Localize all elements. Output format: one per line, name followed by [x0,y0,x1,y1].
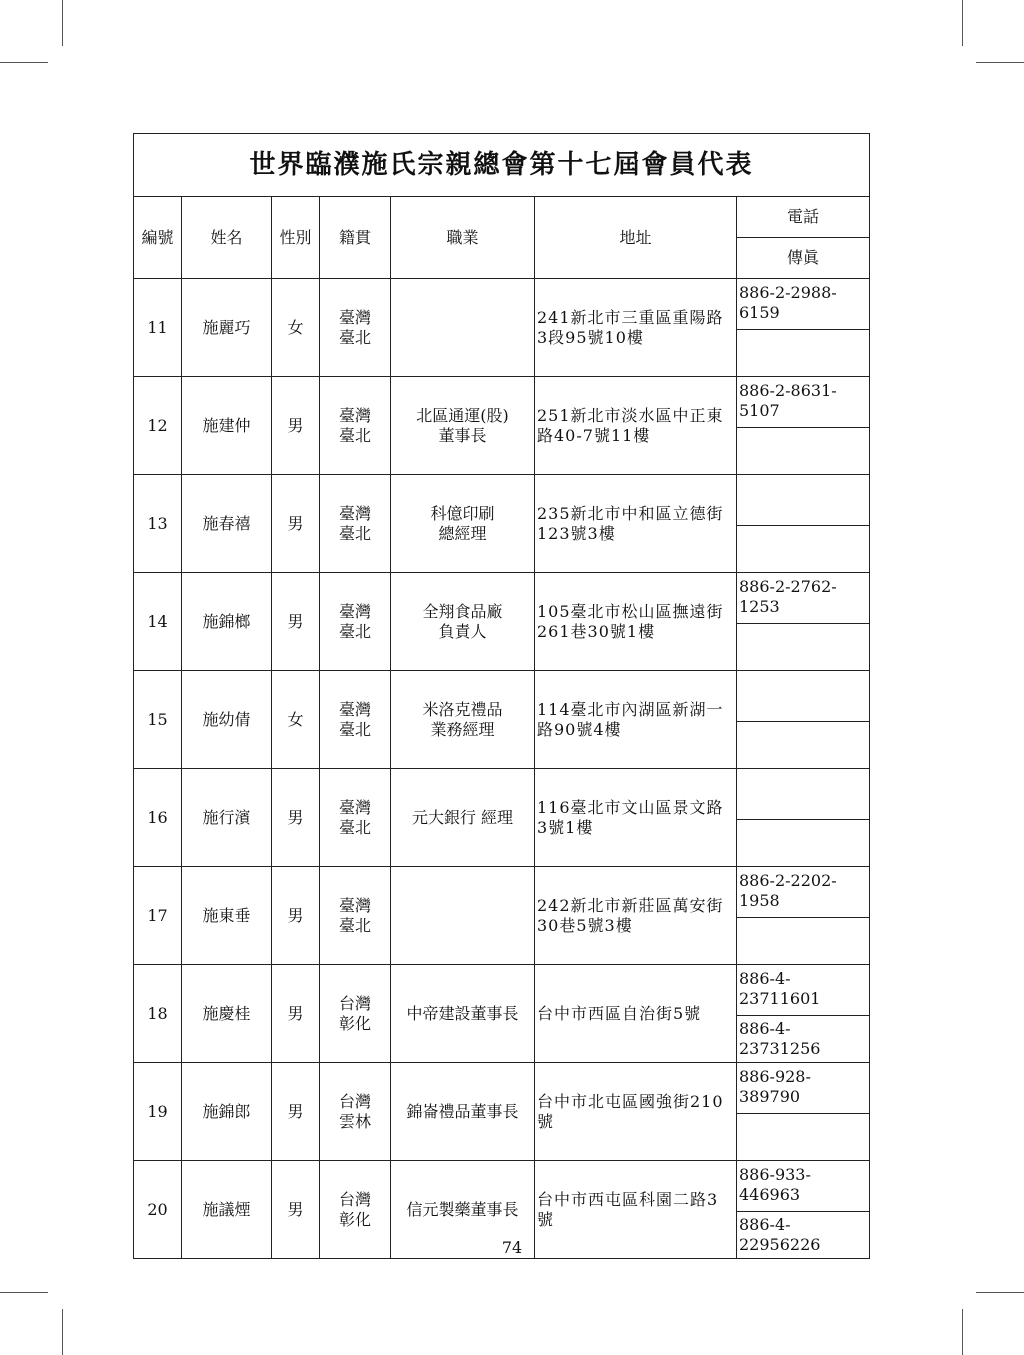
header-fax: 傳眞 [737,238,870,279]
header-origin: 籍貫 [320,197,391,279]
member-number: 17 [134,867,182,965]
member-gender: 男 [272,1063,320,1161]
member-phone: 886-2-2762-1253 [737,573,870,624]
member-gender: 男 [272,867,320,965]
member-occupation: 信元製藥董事長 [391,1161,535,1259]
header-number: 編號 [134,197,182,279]
member-name: 施錦郎 [182,1063,272,1161]
member-origin: 臺灣 臺北 [320,573,391,671]
table-row [134,867,870,918]
member-phone: 886-928-389790 [737,1063,870,1114]
table-row [134,671,870,722]
member-origin: 台灣 彰化 [320,1161,391,1259]
member-phone: 886-2-2202-1958 [737,867,870,918]
page-number: 74 [501,1238,523,1257]
member-number: 16 [134,769,182,867]
table-row [134,475,870,526]
member-gender: 男 [272,475,320,573]
member-name: 施建仲 [182,377,272,475]
member-fax [737,722,870,769]
member-name: 施幼倩 [182,671,272,769]
member-fax [737,1114,870,1161]
member-number: 14 [134,573,182,671]
member-name: 施錦榔 [182,573,272,671]
member-address: 242新北市新莊區萬安街30巷5號3樓 [535,867,737,965]
member-number: 12 [134,377,182,475]
member-fax: 886-4-23731256 [737,1016,870,1063]
member-occupation: 科億印刷 總經理 [391,475,535,573]
member-address: 台中市西屯區科園二路3號 [535,1161,737,1259]
member-gender: 男 [272,1161,320,1259]
member-gender: 男 [272,573,320,671]
member-gender: 男 [272,769,320,867]
member-origin: 臺灣 臺北 [320,867,391,965]
table-row [134,1063,870,1114]
member-address: 235新北市中和區立德街123號3樓 [535,475,737,573]
member-fax [737,428,870,475]
member-gender: 男 [272,965,320,1063]
crop-mark [976,1292,1024,1293]
member-phone [737,671,870,722]
member-name: 施慶桂 [182,965,272,1063]
member-occupation: 元大銀行 經理 [391,769,535,867]
member-number: 11 [134,279,182,377]
member-name: 施東垂 [182,867,272,965]
member-name: 施行濱 [182,769,272,867]
member-fax [737,918,870,965]
member-name: 施麗巧 [182,279,272,377]
member-occupation [391,279,535,377]
member-fax [737,526,870,573]
member-origin: 台灣 雲林 [320,1063,391,1161]
member-address: 台中市北屯區國強街210號 [535,1063,737,1161]
crop-mark [0,62,48,63]
member-phone: 886-2-2988-6159 [737,279,870,330]
member-address: 241新北市三重區重陽路3段95號10樓 [535,279,737,377]
crop-mark [962,0,963,46]
member-origin: 臺灣 臺北 [320,671,391,769]
member-occupation: 中帝建設董事長 [391,965,535,1063]
member-name: 施議煙 [182,1161,272,1259]
member-origin: 臺灣 臺北 [320,377,391,475]
member-number: 15 [134,671,182,769]
member-fax [737,820,870,867]
member-occupation: 米洛克禮品 業務經理 [391,671,535,769]
member-number: 13 [134,475,182,573]
member-table [133,133,870,1259]
member-number: 18 [134,965,182,1063]
member-origin: 臺灣 臺北 [320,475,391,573]
member-fax [737,330,870,377]
member-phone [737,475,870,526]
member-gender: 女 [272,671,320,769]
table-row [134,769,870,820]
member-occupation: 北區通運(股) 董事長 [391,377,535,475]
crop-mark [0,1292,48,1293]
member-fax: 886-4-22956226 [737,1212,870,1259]
document-title: 世界臨濮施氏宗親總會第十七屆會員代表 [134,134,870,197]
crop-mark [962,1309,963,1355]
member-phone [737,769,870,820]
table-row [134,1161,870,1212]
member-gender: 女 [272,279,320,377]
member-phone: 886-933-446963 [737,1161,870,1212]
crop-mark [62,1309,63,1355]
table-row [134,377,870,428]
member-fax [737,624,870,671]
table-row [134,573,870,624]
header-phone: 電話 [737,197,870,238]
member-origin: 臺灣 臺北 [320,769,391,867]
header-occupation: 職業 [391,197,535,279]
member-address: 105臺北市松山區撫遠街261巷30號1樓 [535,573,737,671]
header-gender: 性別 [272,197,320,279]
member-address: 114臺北市內湖區新湖一路90號4樓 [535,671,737,769]
member-number: 20 [134,1161,182,1259]
member-occupation [391,867,535,965]
member-address: 251新北市淡水區中正東路40-7號11樓 [535,377,737,475]
table-row [134,965,870,1016]
member-origin: 台灣 彰化 [320,965,391,1063]
member-phone: 886-4-23711601 [737,965,870,1016]
member-address: 116臺北市文山區景文路3號1樓 [535,769,737,867]
crop-mark [976,62,1024,63]
member-occupation: 全翔食品廠 負責人 [391,573,535,671]
member-origin: 臺灣 臺北 [320,279,391,377]
member-gender: 男 [272,377,320,475]
member-number: 19 [134,1063,182,1161]
table-row [134,279,870,330]
member-address: 台中市西區自治街5號 [535,965,737,1063]
member-phone: 886-2-8631-5107 [737,377,870,428]
header-name: 姓名 [182,197,272,279]
member-occupation: 錦崙禮品董事長 [391,1063,535,1161]
member-name: 施春禧 [182,475,272,573]
header-address: 地址 [535,197,737,279]
crop-mark [62,0,63,46]
